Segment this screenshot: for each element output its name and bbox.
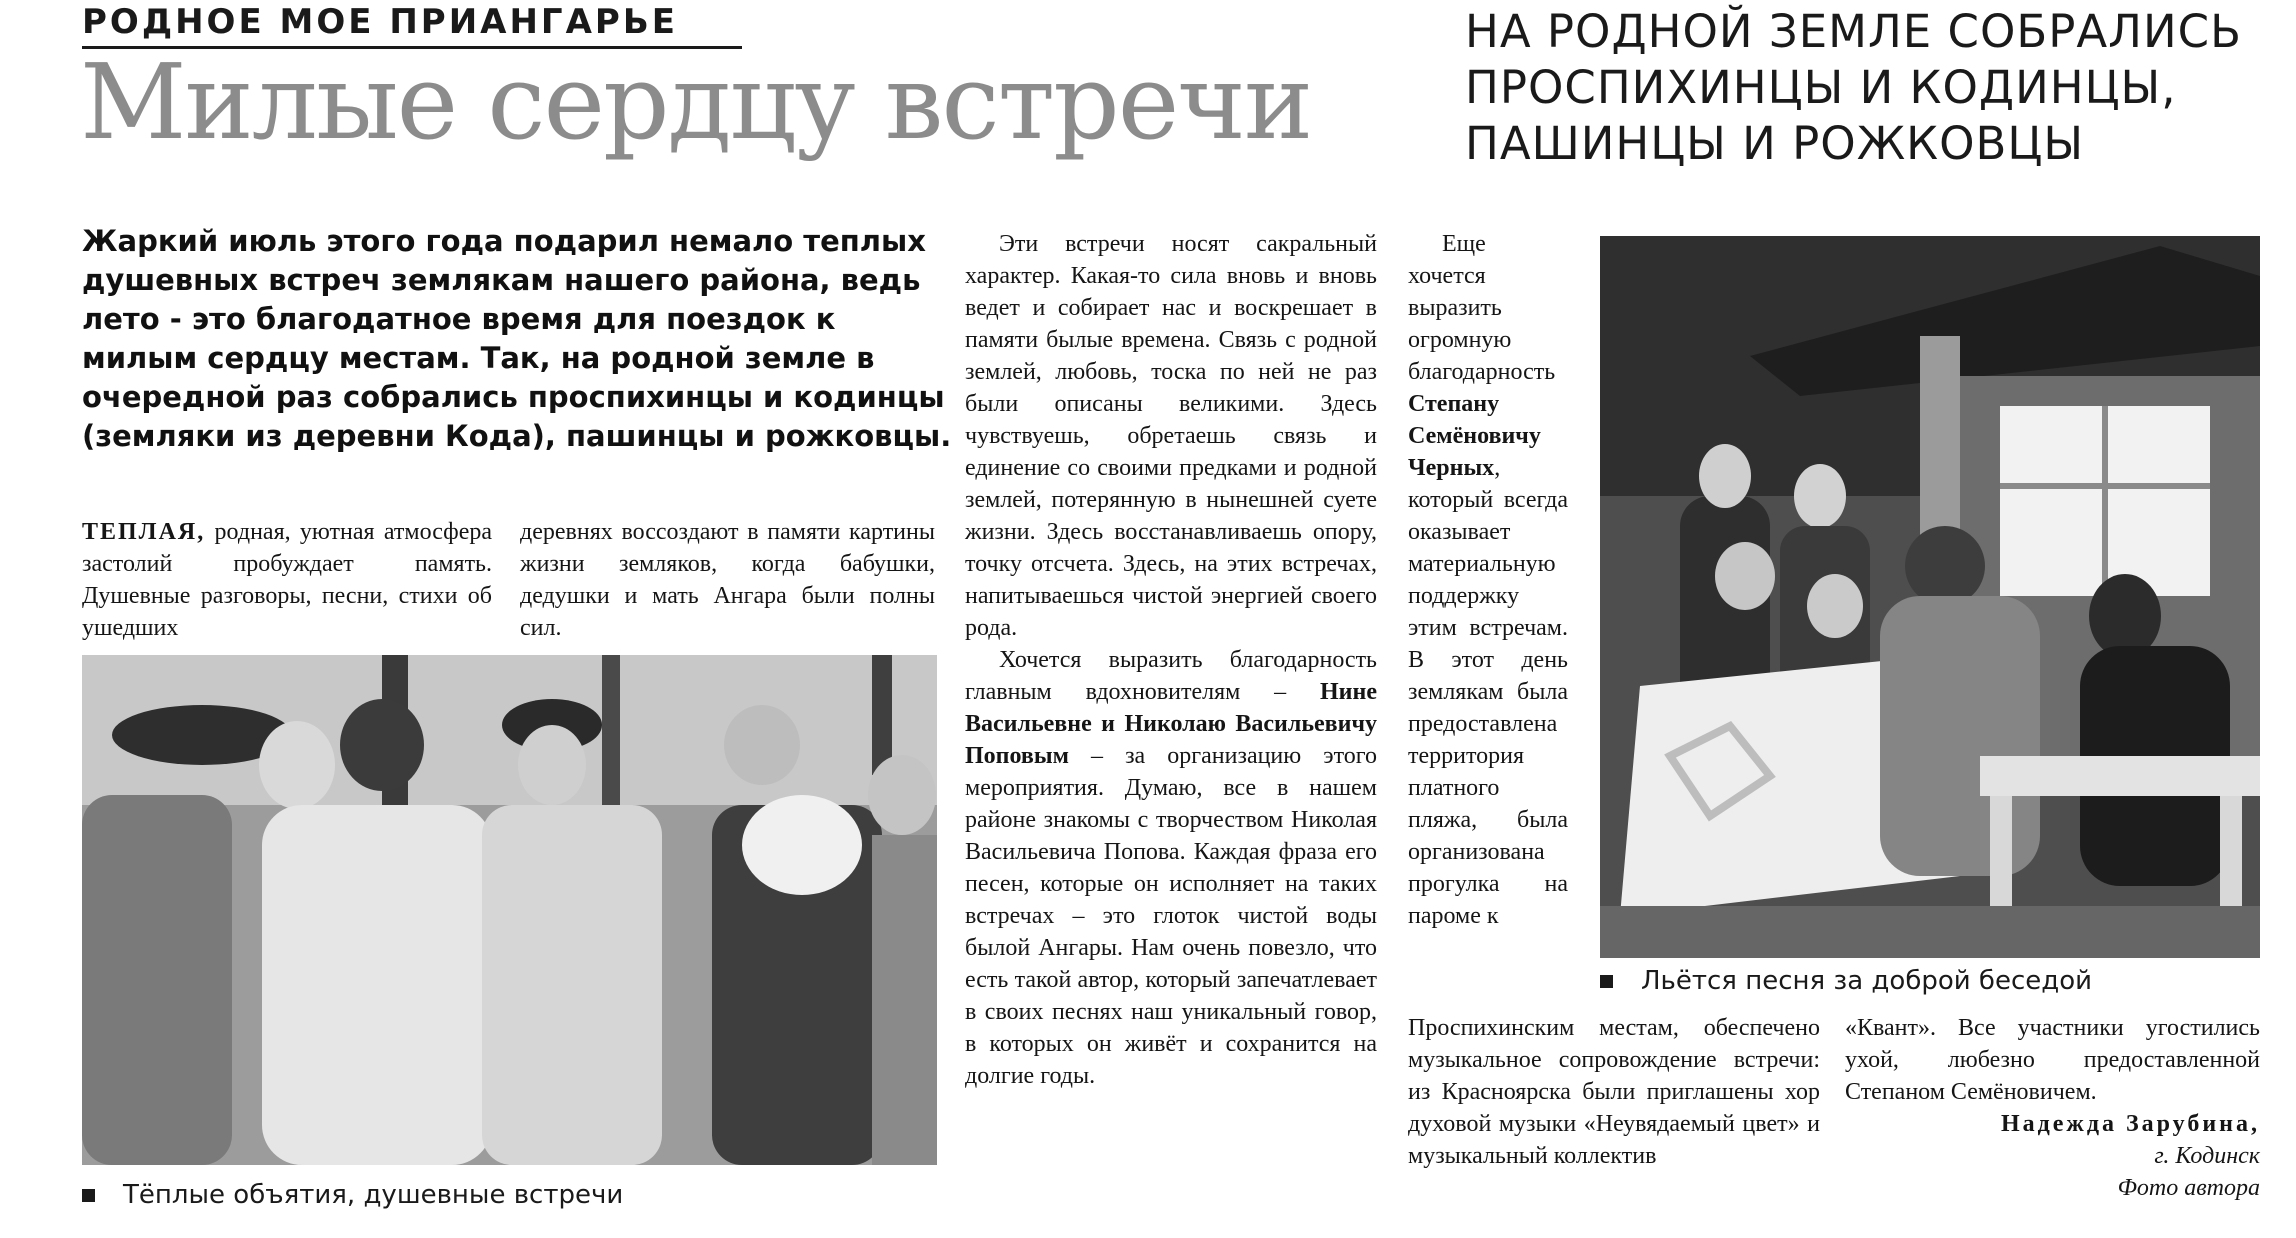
- photo-picnic: [1600, 236, 2260, 958]
- text-column-4-continued: [1408, 1012, 1820, 1172]
- text-column-1: [82, 516, 492, 644]
- text-column-2: [520, 516, 935, 644]
- col3-p2-start: Хочется выразить благодарность главным вдохновителям –: [965, 647, 1377, 705]
- photo-hugs: [82, 655, 937, 1165]
- col4-continuation: Проспихинским местам, обеспечено музыкальное сопровождение встречи: из Красноярска были приглашены хор духовой музыки «Неувядаемый цвет» и музыкальный коллектив: [1408, 1015, 1820, 1169]
- text-column-4-narrow: [1408, 228, 1568, 932]
- article-subheadline: НА РОДНОЙ ЗЕМЛЕ СОБРАЛИСЬ ПРОСПИХИНЦЫ И КОДИНЦЫ, ПАШИНЦЫ И РОЖКОВЦЫ: [1465, 5, 2242, 170]
- article-headline: Милые сердцу встречи: [80, 41, 1312, 163]
- text-column-5: [1845, 1012, 2260, 1204]
- caption-photo-1: [82, 1180, 623, 1210]
- caption-text: Тёплые объятия, душевные встречи: [123, 1180, 624, 1210]
- caption-photo-2: [1600, 966, 2092, 996]
- col3-p2-names: Нине Васильевне и Николаю Васильевичу Поповым: [965, 679, 1377, 769]
- col4-end: , который всегда оказывает материальную поддержку этим встречам. В этот день землякам была предоставлена территория платного пляжа, была организована прогулка на пароме к: [1408, 455, 1568, 929]
- col4-name: Степану Семёновичу Черных: [1408, 391, 1541, 481]
- col3-p2-end: – за организацию этого мероприятия. Думаю, все в нашем районе знакомы с творчеством Николая Васильевича Попова. Каждая фраза его песен, которые он исполняет на таких встречах – это глоток чистой воды былой Ангары. Нам очень повезло, что есть такой автор, который запечатлевает в своих песнях наш уникальный говор, в которых он живёт и сохранится на долгие годы.: [965, 743, 1377, 1089]
- caption-bullet-icon: [82, 1189, 95, 1202]
- caption-bullet-icon: [1600, 975, 1613, 988]
- dropword: ТЕПЛАЯ,: [82, 519, 206, 545]
- section-rubric: РОДНОЕ МОЕ ПРИАНГАРЬЕ: [82, 2, 742, 49]
- photo-hugs-image: [82, 655, 937, 1165]
- col2-text: деревнях воссоздают в памяти картины жизни земляков, когда бабушки, дедушки и мать Ангара были полны сил.: [520, 519, 935, 641]
- photo-credit: Фото автора: [2117, 1175, 2260, 1201]
- col3-paragraph-2: [965, 644, 1377, 1092]
- col4-paragraph: [1408, 228, 1568, 932]
- author-place: г. Кодинск: [2154, 1143, 2260, 1169]
- author-name: Надежда Зарубина,: [2000, 1111, 2260, 1137]
- col4-start: Еще хочется выразить огромную благодарность: [1408, 231, 1556, 385]
- col5-text: «Квант». Все участники угостились ухой, любезно предоставленной Степаном Семёновичем.: [1845, 1015, 2260, 1105]
- col3-paragraph-1: Эти встречи носят сакральный характер. Какая-то сила вновь и вновь ведет и собирает нас и воскрешает в памяти былые времена. Связь с родной землей, любовь, тоска по ней не раз были описаны великими. Здесь чувствуешь, обретаешь связь и единение со своими предками и родной землей, потерянную в нынешней суете жизни. Здесь восстанавливаешь опору, точку отсчета. Здесь, на этих встречах, напитываешься чистой энергией своего рода.: [965, 231, 1377, 641]
- col1-text: родная, уютная атмосфера застолий пробуждает память. Душевные разговоры, песни, стихи об ушедших: [82, 519, 492, 641]
- photo-picnic-image: [1600, 236, 2260, 958]
- caption-text: Льётся песня за доброй беседой: [1641, 966, 2093, 996]
- text-column-3: [965, 228, 1377, 1092]
- article-lead: Жаркий июль этого года подарил немало теплых душевных встреч землякам нашего района, ведь лето - это благодатное время для поездок к милым сердцу местам. Так, на родной земле в очередной раз собрались проспихинцы и кодинцы (земляки из деревни Кода), пашинцы и рожковцы.: [82, 224, 952, 453]
